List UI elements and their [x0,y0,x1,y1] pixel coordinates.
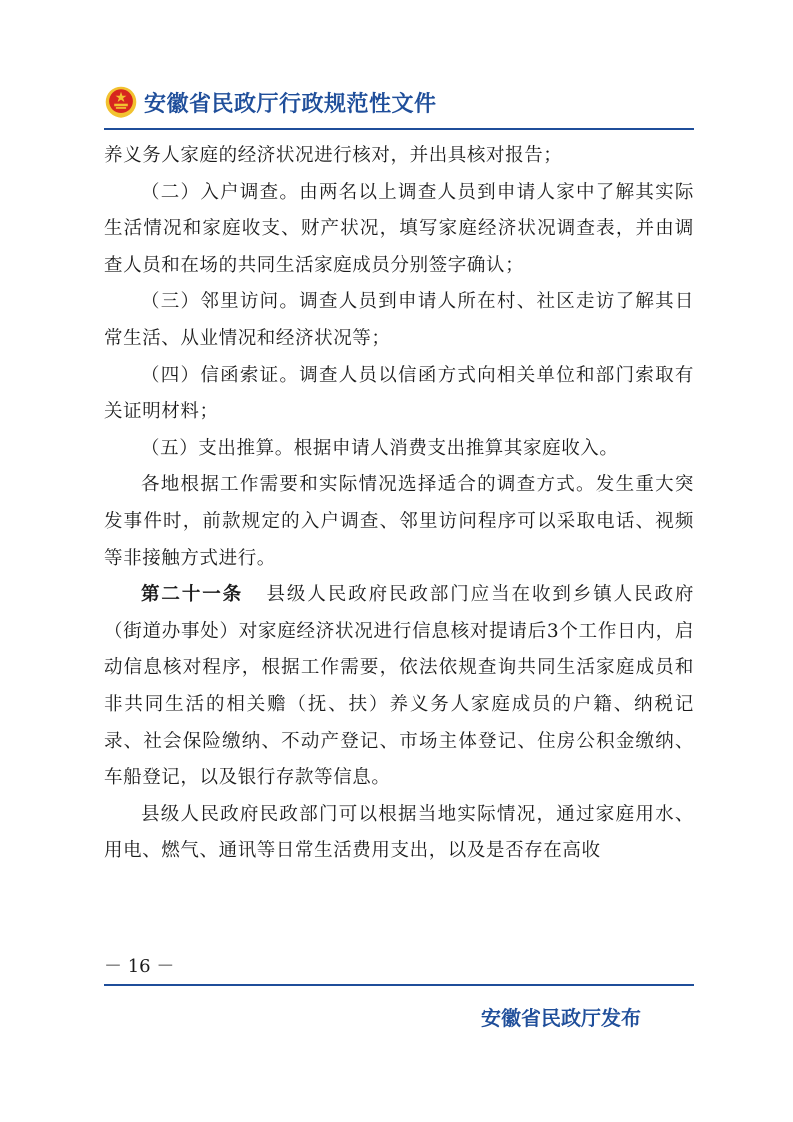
article-heading: 第二十一条 [141,584,244,606]
document-header [104,82,437,122]
paragraph: 养义务人家庭的经济状况进行核对，并出具核对报告； [104,145,563,166]
paragraph: 各地根据工作需要和实际情况选择适合的调查方式。发生重大突发事件时，前款规定的入户调查、邻里访问程序可以采取电话、视频等非接触方式进行。 [104,474,694,569]
header-title: 安徽省民政厅行政规范性文件 [144,91,437,117]
paragraph: （二）入户调查。由两名以上调查人员到申请人家中了解其实际生活情况和家庭收支、财产状况，填写家庭经济状况调查表，并由调查人员和在场的共同生活家庭成员分别签字确认； [104,181,694,276]
paragraph: 县级人民政府民政部门可以根据当地实际情况，通过家庭用水、用电、燃气、通讯等日常生活费用支出，以及是否存在高收 [104,803,694,862]
article-text: 县级人民政府民政部门应当在收到乡镇人民政府（街道办事处）对家庭经济状况进行信息核对提请后3个工作日内，启动信息核对程序，根据工作需要，依法依规查询共同生活家庭成员和非共同生活的相关赡（抚、扶）养义务人家庭成员的户籍、纳税记录、社会保险缴纳、不动产登记、市场主体登记、住房公积金缴纳、车船登记，以及银行存款等信息。 [104,584,694,789]
footer-publisher: 安徽省民政厅发布 [481,1006,641,1030]
paragraph: （三）邻里访问。调查人员到申请人所在村、社区走访了解其日常生活、从业情况和经济状况等； [104,291,694,349]
document-body [104,138,694,870]
header-rule [104,128,694,130]
paragraph: （四）信函索证。调查人员以信函方式向相关单位和部门索取有关证明材料； [104,364,694,423]
paragraph: （五）支出推算。根据申请人消费支出推算其家庭收入。 [141,437,619,459]
national-emblem-icon [104,85,138,119]
page-number: － 16 － [104,956,175,977]
article-paragraph [104,577,694,797]
footer-rule [104,984,694,986]
